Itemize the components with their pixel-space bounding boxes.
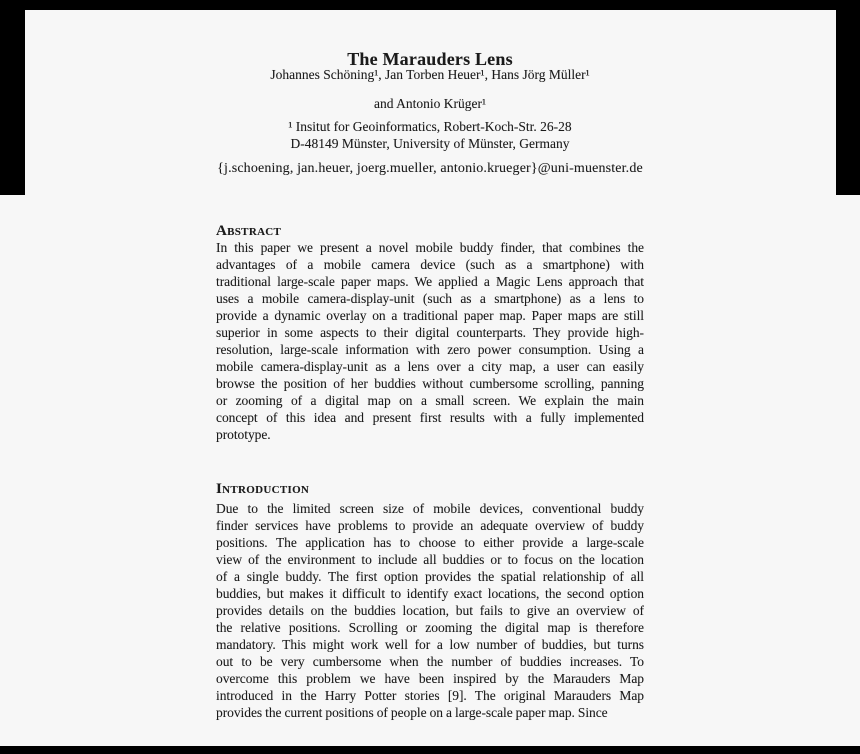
- introduction-heading: Introduction: [216, 481, 310, 498]
- text-line: In this paper we present a novel mobile buddy finder, that combines the: [216, 240, 644, 255]
- text-line: traditional large-scale paper maps. We applied a Magic Lens approach that: [216, 274, 644, 289]
- text-line: provides the current positions of people on a large-scale paper map. Since: [216, 705, 608, 720]
- text-line: browse the position of her buddies without cumbersome scrolling, panning: [216, 376, 644, 391]
- authors-line-2: and Antonio Krüger¹: [373, 96, 487, 111]
- text-line: the relative positions. Scrolling or zooming the digital map is therefore: [216, 620, 644, 635]
- email-line: {j.schoening, jan.heuer, joerg.mueller, antonio.krueger}@uni-muenster.de: [217, 161, 643, 176]
- abstract-heading: Abstract: [216, 223, 282, 240]
- authors-line-1: Johannes Schöning¹, Jan Torben Heuer¹, Hans Jörg Müller¹: [270, 67, 590, 82]
- text-line: mobile camera-display-unit as a lens over a city map, a user can easily: [216, 359, 644, 374]
- text-line: resolution, large-scale information with zero power consumption. Using a: [216, 342, 644, 357]
- introduction-paragraph: [216, 500, 644, 721]
- text-line: or zooming of a digital map on a small screen. We explain the main: [216, 393, 644, 408]
- text-line: of a single buddy. The first option provides the spatial relationship of all: [216, 569, 644, 584]
- right-black-border: [836, 10, 860, 195]
- affiliation-line-1: ¹ Insitut for Geoinformatics, Robert-Koch-Str. 26-28: [288, 119, 572, 134]
- bottom-black-border: [0, 746, 860, 754]
- paper-title: The Marauders Lens: [347, 49, 513, 70]
- abstract-paragraph: [216, 239, 644, 443]
- text-line: superior in some aspects to their digital counterparts. They provide high-: [216, 325, 644, 340]
- text-line: mandatory. This might work well for a low number of buddies, but turns: [216, 637, 644, 652]
- text-line: provide a dynamic overlay on a traditional paper map. Paper maps are still: [216, 308, 644, 323]
- text-line: concept of this idea and present first results with a fully implemented: [216, 410, 644, 425]
- text-line: prototype.: [216, 427, 271, 442]
- text-line: advantages of a mobile camera device (such as a smartphone) with: [216, 257, 644, 272]
- text-line: uses a mobile camera-display-unit (such as a smartphone) as a lens to: [216, 291, 644, 306]
- text-line: provides details on the buddies location, but fails to give an overview of: [216, 603, 644, 618]
- top-black-border: [0, 0, 860, 10]
- text-line: Due to the limited screen size of mobile devices, conventional buddy: [216, 501, 644, 516]
- text-line: out to be very cumbersome when the number of buddies increases. To: [216, 654, 644, 669]
- text-line: view of the environment to include all buddies or to focus on the location: [216, 552, 644, 567]
- text-line: buddies, but makes it difficult to identify exact locations, the second option: [216, 586, 644, 601]
- text-line: finder services have problems to provide an adequate overview of buddy: [216, 518, 644, 533]
- text-line: introduced in the Harry Potter stories [9]. The original Marauders Map: [216, 688, 644, 703]
- left-black-border: [0, 10, 25, 195]
- text-line: overcome this problem we have been inspired by the Marauders Map: [216, 671, 644, 686]
- affiliation-line-2: D-48149 Münster, University of Münster, Germany: [290, 136, 570, 151]
- text-line: positions. The application has to choose to either provide a large-scale: [216, 535, 644, 550]
